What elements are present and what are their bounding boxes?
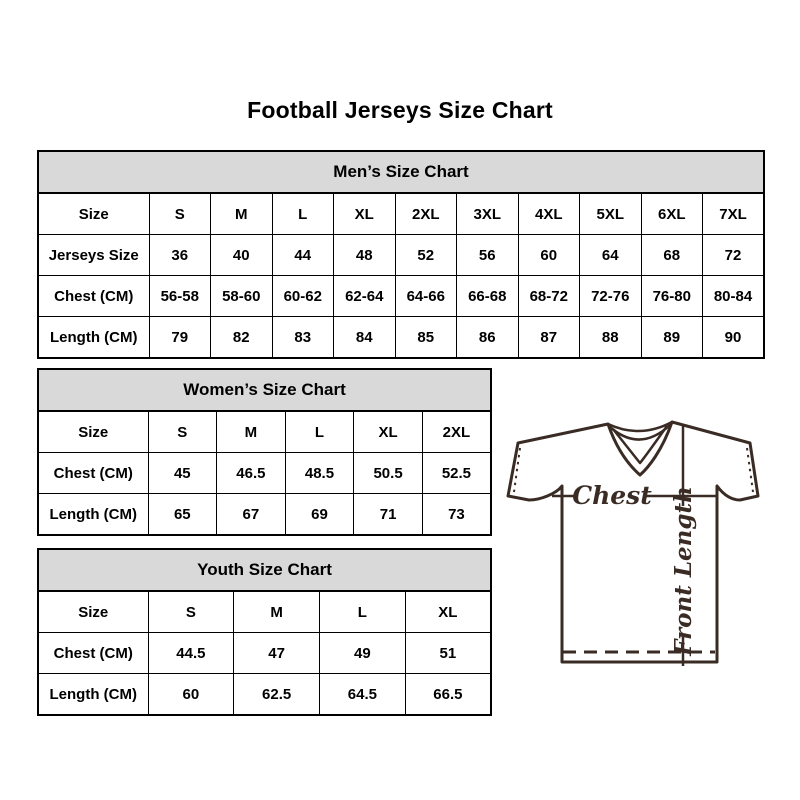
jersey-outline xyxy=(508,422,758,662)
table-title-row xyxy=(38,151,764,193)
value-cell: 68 xyxy=(641,235,703,276)
value-cell: 64-66 xyxy=(395,276,457,317)
youth-table xyxy=(37,548,492,716)
value-cell: 60 xyxy=(148,674,234,716)
value-cell: 50.5 xyxy=(354,453,423,494)
jersey-diagram-svg xyxy=(500,412,785,672)
table-row xyxy=(38,494,491,536)
value-cell: XL xyxy=(334,193,396,235)
table-title: Women’s Size Chart xyxy=(38,369,491,411)
youth-size-chart-table xyxy=(37,548,492,706)
value-cell: 90 xyxy=(703,317,765,359)
table-title-row xyxy=(38,369,491,411)
value-cell: 7XL xyxy=(703,193,765,235)
value-cell: 56-58 xyxy=(149,276,211,317)
value-cell: 44 xyxy=(272,235,334,276)
value-cell: 72-76 xyxy=(580,276,642,317)
jersey-measurement-diagram xyxy=(500,412,785,672)
womens-table xyxy=(37,368,492,536)
mens-table xyxy=(37,150,765,359)
value-cell: 49 xyxy=(320,633,406,674)
table-title-row xyxy=(38,549,491,591)
value-cell: 52.5 xyxy=(422,453,491,494)
value-cell: 6XL xyxy=(641,193,703,235)
row-label-cell: Size xyxy=(38,411,148,453)
value-cell: 36 xyxy=(149,235,211,276)
row-label-cell: Length (CM) xyxy=(38,494,148,536)
table-row xyxy=(38,276,764,317)
value-cell: 5XL xyxy=(580,193,642,235)
mens-size-chart-table xyxy=(37,150,765,348)
value-cell: 2XL xyxy=(422,411,491,453)
value-cell: 73 xyxy=(422,494,491,536)
row-label-cell: Size xyxy=(38,193,149,235)
value-cell: 64.5 xyxy=(320,674,406,716)
value-cell: 44.5 xyxy=(148,633,234,674)
value-cell: S xyxy=(149,193,211,235)
table-row xyxy=(38,411,491,453)
value-cell: L xyxy=(272,193,334,235)
value-cell: 62.5 xyxy=(234,674,320,716)
value-cell: 68-72 xyxy=(518,276,580,317)
value-cell: 47 xyxy=(234,633,320,674)
row-label-cell: Length (CM) xyxy=(38,674,148,716)
row-label-cell: Size xyxy=(38,591,148,633)
value-cell: 83 xyxy=(272,317,334,359)
value-cell: 69 xyxy=(285,494,354,536)
value-cell: 62-64 xyxy=(334,276,396,317)
value-cell: 87 xyxy=(518,317,580,359)
value-cell: 84 xyxy=(334,317,396,359)
value-cell: 66.5 xyxy=(405,674,491,716)
chest-label: Chest xyxy=(572,481,652,510)
value-cell: 64 xyxy=(580,235,642,276)
value-cell: 82 xyxy=(211,317,273,359)
table-title: Youth Size Chart xyxy=(38,549,491,591)
value-cell: 85 xyxy=(395,317,457,359)
front-length-label: Front Length xyxy=(670,486,697,656)
row-label-cell: Chest (CM) xyxy=(38,453,148,494)
value-cell: S xyxy=(148,591,234,633)
table-row xyxy=(38,193,764,235)
value-cell: 65 xyxy=(148,494,217,536)
value-cell: XL xyxy=(405,591,491,633)
value-cell: 52 xyxy=(395,235,457,276)
table-row xyxy=(38,317,764,359)
value-cell: 79 xyxy=(149,317,211,359)
value-cell: 46.5 xyxy=(217,453,286,494)
value-cell: 48 xyxy=(334,235,396,276)
value-cell: 4XL xyxy=(518,193,580,235)
value-cell: 51 xyxy=(405,633,491,674)
row-label-cell: Length (CM) xyxy=(38,317,149,359)
value-cell: 88 xyxy=(580,317,642,359)
value-cell: 45 xyxy=(148,453,217,494)
value-cell: 66-68 xyxy=(457,276,519,317)
table-row xyxy=(38,453,491,494)
value-cell: 86 xyxy=(457,317,519,359)
value-cell: 2XL xyxy=(395,193,457,235)
table-row xyxy=(38,591,491,633)
value-cell: 60-62 xyxy=(272,276,334,317)
row-label-cell: Chest (CM) xyxy=(38,633,148,674)
value-cell: 56 xyxy=(457,235,519,276)
value-cell: 40 xyxy=(211,235,273,276)
value-cell: 72 xyxy=(703,235,765,276)
value-cell: 48.5 xyxy=(285,453,354,494)
value-cell: 60 xyxy=(518,235,580,276)
row-label-cell: Chest (CM) xyxy=(38,276,149,317)
value-cell: S xyxy=(148,411,217,453)
value-cell: M xyxy=(217,411,286,453)
page-title: Football Jerseys Size Chart xyxy=(247,97,553,123)
row-label-cell: Jerseys Size xyxy=(38,235,149,276)
value-cell: 71 xyxy=(354,494,423,536)
value-cell: 3XL xyxy=(457,193,519,235)
value-cell: 58-60 xyxy=(211,276,273,317)
value-cell: L xyxy=(285,411,354,453)
womens-size-chart-table xyxy=(37,368,492,526)
table-row xyxy=(38,674,491,716)
value-cell: M xyxy=(211,193,273,235)
value-cell: 80-84 xyxy=(703,276,765,317)
value-cell: 67 xyxy=(217,494,286,536)
table-title: Men’s Size Chart xyxy=(38,151,764,193)
value-cell: XL xyxy=(354,411,423,453)
value-cell: M xyxy=(234,591,320,633)
table-row xyxy=(38,633,491,674)
value-cell: L xyxy=(320,591,406,633)
table-row xyxy=(38,235,764,276)
value-cell: 76-80 xyxy=(641,276,703,317)
collar-back-curve xyxy=(608,422,672,431)
value-cell: 89 xyxy=(641,317,703,359)
